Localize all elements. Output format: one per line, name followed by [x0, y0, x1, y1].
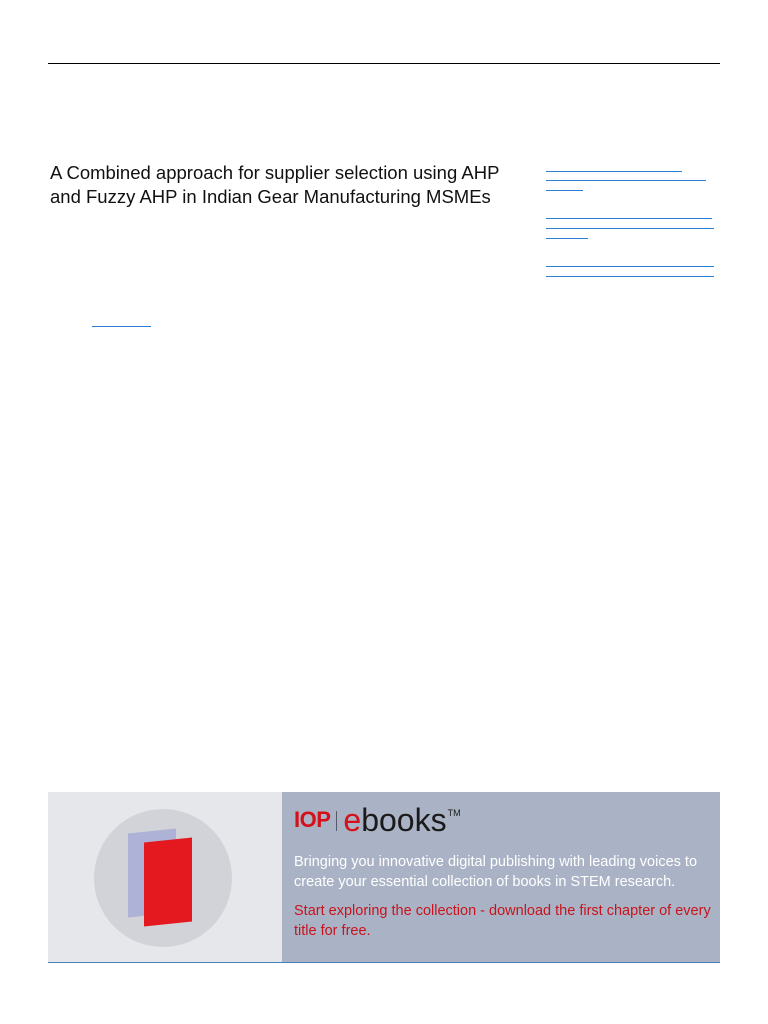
related-link-1-line-1[interactable] [546, 171, 682, 172]
ad-illustration-panel [48, 792, 282, 962]
logo-e-letter: e [343, 802, 362, 838]
logo-iop-text: IOP [294, 807, 331, 832]
related-link-2-line-1[interactable] [546, 218, 712, 219]
book-icon [144, 837, 192, 926]
logo-trademark: TM [447, 808, 461, 818]
header-rule [48, 63, 720, 64]
related-link-3-line-1[interactable] [546, 266, 714, 267]
author-link[interactable] [92, 326, 151, 327]
related-link-1-line-3[interactable] [546, 190, 583, 191]
ad-text-panel [282, 792, 720, 962]
related-link-2-line-3[interactable] [546, 238, 588, 239]
ad-tagline: Bringing you innovative digital publishing with leading voices to create your essential collection of books in STEM research. [294, 854, 698, 890]
article-title: A Combined approach for supplier selection using AHP and Fuzzy AHP in Indian Gear Manufacturing MSMEs [50, 162, 500, 207]
iop-ebooks-advertisement[interactable] [48, 792, 720, 963]
logo-divider [336, 811, 337, 831]
iop-ebooks-logo [294, 800, 461, 840]
related-link-2-line-2[interactable] [546, 228, 714, 229]
ad-call-to-action[interactable]: Start exploring the collection - download the first chapter of every title for free. [294, 903, 711, 939]
related-link-3-line-2[interactable] [546, 276, 714, 277]
related-link-1-line-2[interactable] [546, 180, 706, 181]
logo-books-text: books [361, 802, 447, 838]
